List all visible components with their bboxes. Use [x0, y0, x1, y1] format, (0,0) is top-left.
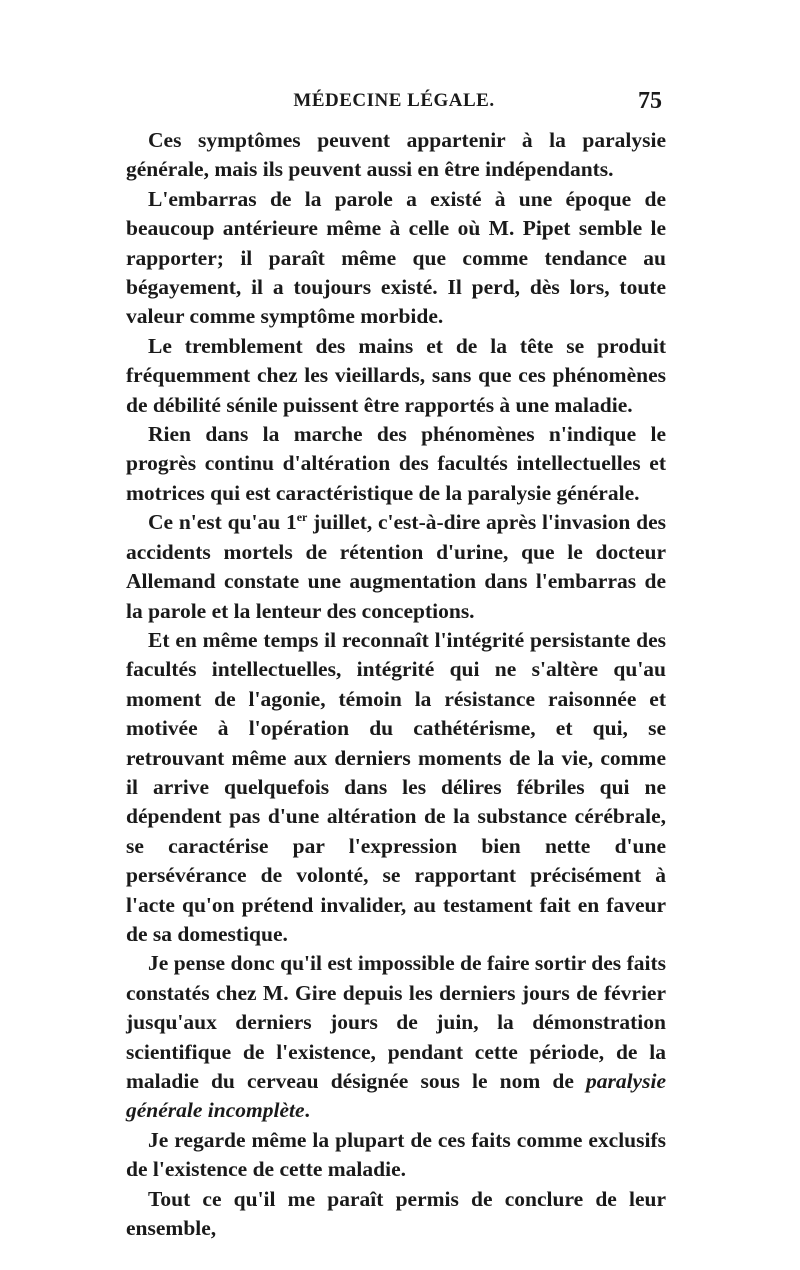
paragraph: Et en même temps il reconnaît l'intégrité persistante des facultés intellectuelles, intégrité qui ne s'altère qu'au moment de l'agonie, témoin la résistance raisonnée et motivée à l'opération du cathétérisme, et qui, se retrouvant même aux derniers moments de la vie, comme il arrive quelquefois dans les délires fébriles qui ne dépendent pas d'une altération de la substance cérébrale, se caractérise par l'expression bien nette d'une persévérance de volonté, se rapportant précisément à l'acte qu'on prétend invalider, au testament fait en faveur de sa domestique.: [126, 627, 666, 946]
italic-term: paralysie générale incomplète: [126, 1069, 666, 1123]
paragraph: [126, 949, 666, 1125]
paragraph-text: Ce n'est qu'au 1: [148, 510, 297, 535]
paragraph: Ces symptômes peuvent appartenir à la paralysie générale, mais ils peuvent aussi en être indépendants.: [126, 128, 666, 182]
paragraph-text: juillet, c'est-à-dire après l'invasion des accidents mortels de rétention d'urine, que le docteur Allemand constate une augmentation dans l'embarras de la parole et la lenteur des conceptions.: [126, 510, 666, 623]
running-title: MÉDECINE LÉGALE.: [293, 90, 495, 111]
ordinal-superscript: er: [296, 510, 308, 525]
paragraph-text: Je pense donc qu'il est impossible de faire sortir des faits constatés chez M. Gire depuis les derniers jours de février jusqu'aux derniers jours de juin, la démonstration scientifique de l'existence, pendant cette période, de la maladie du cerveau désignée sous le nom de: [126, 951, 666, 1093]
paragraph: [126, 508, 666, 626]
paragraph: Le tremblement des mains et de la tête se produit fréquemment chez les vieillards, sans que ces phénomènes de débilité sénile puissent être rapportés à une maladie.: [126, 333, 666, 417]
page-number: 75: [638, 88, 662, 114]
paragraph: L'embarras de la parole a existé à une époque de beaucoup antérieure même à celle où M. Pipet semble le rapporter; il paraît même que comme tendance au bégayement, il a toujours existé. Il perd, dès lors, toute valeur comme symptôme morbide.: [126, 186, 666, 329]
running-head: [126, 88, 662, 118]
paragraph: Tout ce qu'il me paraît permis de conclure de leur ensemble,: [126, 1186, 666, 1241]
paragraph: Je regarde même la plupart de ces faits comme exclusifs de l'existence de cette maladie.: [126, 1127, 666, 1182]
paragraph-text: .: [304, 1098, 310, 1123]
body-text: [126, 126, 666, 1243]
paragraph: Rien dans la marche des phénomènes n'indique le progrès continu d'altération des facultés intellectuelles et motrices qui est caractéristique de la paralysie générale.: [126, 422, 666, 505]
